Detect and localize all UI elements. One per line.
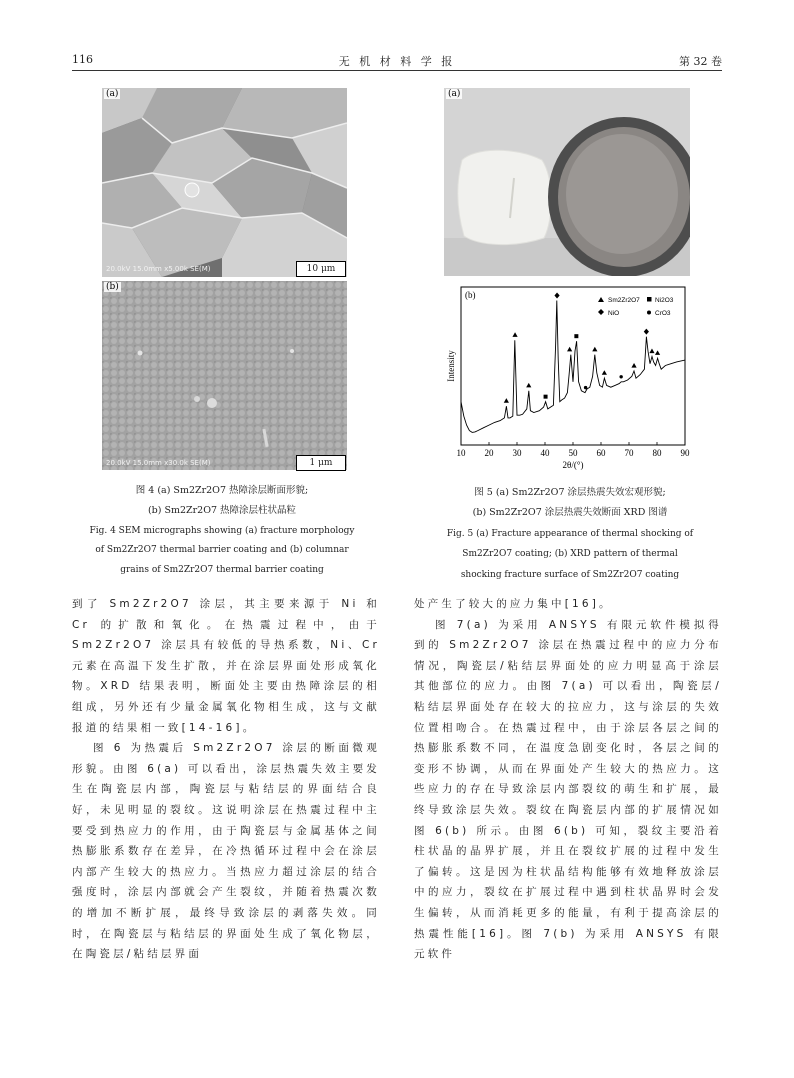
body-column-left <box>72 594 380 1004</box>
fig4a-sem-info: 20.0kV 15.0mm x5.00k SE(M) <box>106 265 211 273</box>
peak-marker-ni2o3 <box>544 395 548 399</box>
peak-marker-cro3 <box>619 375 622 378</box>
thermal-shock-sample-graphic <box>444 88 690 276</box>
fig5-caption-en-3: shocking fracture surface of Sm2Zr2O7 coating <box>460 570 680 580</box>
body-column-right <box>414 594 722 1004</box>
left-paragraph-1: 到了 Sm2Zr2O7 涂层，其主要来源于 Ni 和 Cr 的扩散和氧化。在热震过程中，由于 Sm2Zr2O7 涂层具有较低的导热系数，Ni、Cr 元素在高温下发生扩散，并在涂层界面处形成氧化物。XRD 结果表明，断面处主要由热障涂层的相组成，另外还有少量金属氧化物相生成，这与文献报道的结果相一致[14-16]。 <box>72 598 380 734</box>
fig4b-panel-label: (b) <box>106 282 119 292</box>
legend-text-cro3: CrO3 <box>655 310 671 317</box>
legend-square-marker <box>647 297 652 302</box>
fig5-caption-cn-1: 图 5 (a) Sm2Zr2O7 涂层热震失效宏观形貌; <box>474 487 666 498</box>
fig4b-scale-bar: 1 μm <box>296 455 346 471</box>
fig4b-sem-image <box>102 281 347 470</box>
left-paragraph-2: 图 6 为热震后 Sm2Zr2O7 涂层的断面微观形貌。由图 6(a) 可以看出，涂层热震失效主要发生在陶瓷层内部，陶瓷层与粘结层的界面结合良好，未见明显的裂纹。这说明涂层在热震过程中主要受到热应力的作用，由于陶瓷层与金属基体之间热膨胀系数存在差异，在冷热循环过程中会在涂层内部产生较大的热应力。当热应力超过涂层的结合强度时，涂层内部就会产生裂纹，并随着热震次数的增加不断扩展，最终导致涂层的剥落失效。同时，在陶瓷层与粘结层的界面处生成了氧化物层，在陶瓷层/粘结层界面 <box>72 742 380 961</box>
x-tick-label: 30 <box>512 448 522 458</box>
fig5a-photo <box>444 88 690 276</box>
legend-text-ni2o3: Ni2O3 <box>655 297 674 304</box>
fig4a-panel-label: (a) <box>106 89 119 99</box>
right-paragraph-1: 处产生了较大的应力集中[16]。 <box>414 598 613 610</box>
fig4a-scale-bar: 10 μm <box>296 261 346 277</box>
fig5-caption-en-2: Sm2Zr2O7 coating; (b) XRD pattern of thermal <box>462 549 678 559</box>
fig4a-sem-image <box>102 88 347 277</box>
fracture-morphology-graphic <box>102 88 347 277</box>
x-tick-label: 10 <box>456 448 466 458</box>
fig5b-panel-label: (b) <box>465 290 476 300</box>
x-tick-label: 80 <box>652 448 662 458</box>
fig4-caption-en-2: of Sm2Zr2O7 thermal barrier coating and (b) columnar <box>95 545 349 555</box>
fig4-caption-en-3: grains of Sm2Zr2O7 thermal barrier coating <box>120 565 324 575</box>
legend-text-sm2zr2o7: Sm2Zr2O7 <box>608 297 640 304</box>
header-rule <box>72 70 722 71</box>
legend-circle-marker <box>647 311 651 315</box>
x-tick-label: 70 <box>624 448 634 458</box>
x-tick-label: 90 <box>680 448 690 458</box>
fig5-caption-cn-2: (b) Sm2Zr2O7 涂层热震失效断面 XRD 图谱 <box>472 507 668 518</box>
fig5b-xrd-chart <box>440 284 696 474</box>
fig4-caption-cn-2: (b) Sm2Zr2O7 热障涂层柱状晶粒 <box>147 505 297 516</box>
fig4-caption-cn-1: 图 4 (a) Sm2Zr2O7 热障涂层断面形貌; <box>135 485 309 496</box>
xrd-plot-frame <box>461 287 685 445</box>
peak-marker-cro3 <box>584 386 587 389</box>
legend-text-nio: NiO <box>608 310 620 317</box>
page-number: 116 <box>72 53 93 66</box>
fig5a-panel-label: (a) <box>448 89 461 99</box>
x-tick-label: 50 <box>568 448 578 458</box>
x-tick-label: 60 <box>596 448 606 458</box>
journal-title: 无 机 材 料 学 报 <box>338 55 456 68</box>
fig5-caption-en-1: Fig. 5 (a) Fracture appearance of thermal shocking of <box>446 529 694 539</box>
peak-marker-ni2o3 <box>574 334 578 338</box>
x-tick-label: 40 <box>540 448 550 458</box>
columnar-grains-graphic <box>102 281 347 470</box>
volume-number: 第 32 卷 <box>679 55 722 68</box>
xrd-x-axis-label: 2θ/(°) <box>562 460 584 470</box>
xrd-y-axis-label: Intensity <box>446 350 456 382</box>
x-tick-label: 20 <box>484 448 494 458</box>
right-paragraph-2: 图 7(a) 为采用 ANSYS 有限元软件模拟得到的 Sm2Zr2O7 涂层在热震过程中的应力分布情况，陶瓷层/粘结层界面处的应力明显高于涂层其他部位的应力。由图 7(a) 可以看出，陶瓷层/粘结层界面处存在较大的拉应力，这与涂层的失效位置相吻合。在热震过程中，由于涂层各层之间的热膨胀系数不同，在温度急剧变化时，各层之间的变形不协调，从而在界面处产生较大的热应力。这些应力的存在导致涂层内部裂纹的萌生和扩展，最终导致涂层失效。裂纹在陶瓷层内部的扩展情况如图 6(b) 所示。由图 6(b) 可知，裂纹主要沿着柱状晶的晶界扩展，并且在裂纹扩展的过程中发生了偏转。这是因为柱状晶结构能够有效地释放涂层中的应力，裂纹在扩展过程中遇到柱状晶界时会发生偏转，从而消耗更多的能量，有利于提高涂层的热震性能[16]。图 7(b) 为采用 ANSYS 有限元软件 <box>414 618 722 961</box>
fig4-caption-en-1: Fig. 4 SEM micrographs showing (a) fracture morphology <box>89 526 355 536</box>
fig4b-sem-info: 20.0kV 15.0mm x30.0k SE(M) <box>106 459 211 467</box>
